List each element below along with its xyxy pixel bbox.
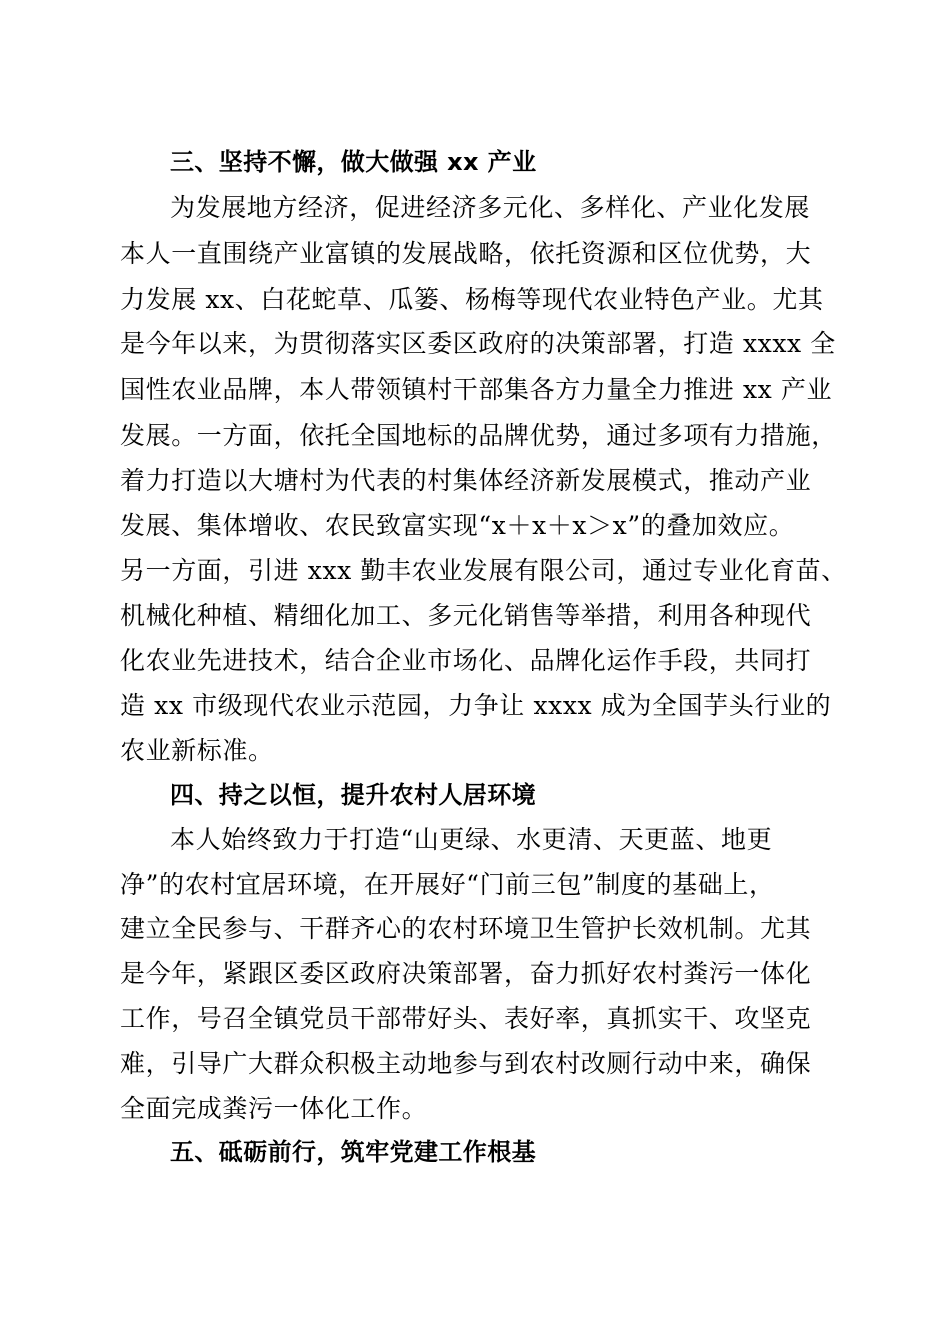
paragraph-line: 是今年以来，为贯彻落实区委区政府的决策部署，打造 xxxx 全 [120,329,836,358]
paragraph-line: 发展、集体增收、农民致富实现“x＋x＋x＞x”的叠加效应。 [120,511,795,540]
paragraph-line: 发展。一方面，依托全国地标的品牌优势，通过多项有力措施， [120,421,837,450]
paragraph-line: 农业新标准。 [120,736,274,765]
paragraph-line: 力发展 xx、白花蛇草、瓜篓、杨梅等现代农业特色产业。尤其 [120,285,824,314]
section-heading-5: 五、砥砺前行，筑牢党建工作根基 [170,1138,536,1166]
paragraph-line: 化农业先进技术，结合企业市场化、品牌化运作手段，共同打 [120,646,812,675]
paragraph-line: 工作，号召全镇党员干部带好头、表好率，真抓实干、攻坚克 [120,1004,812,1033]
paragraph-line: 为发展地方经济，促进经济多元化、多样化、产业化发展 [170,193,811,222]
paragraph-line: 着力打造以大塘村为代表的村集体经济新发展模式，推动产业 [120,466,812,495]
paragraph-line: 造 xx 市级现代农业示范园，力争让 xxxx 成为全国芋头行业的 [120,691,832,720]
paragraph-line: 机械化种植、精细化加工、多元化销售等举措，利用各种现代 [120,601,812,630]
paragraph-line: 建立全民参与、干群齐心的农村环境卫生管护长效机制。尤其 [120,914,812,943]
paragraph-line: 净”的农村宜居环境，在开展好“门前三包”制度的基础上， [120,870,775,899]
section-heading-3: 三、坚持不懈，做大做强 xx 产业 [170,148,537,176]
paragraph-line: 全面完成粪污一体化工作。 [120,1094,428,1123]
paragraph-line: 难，引导广大群众积极主动地参与到农村改厕行动中来，确保 [120,1049,812,1078]
paragraph-line: 本人一直围绕产业富镇的发展战略，依托资源和区位优势，大 [120,239,812,268]
paragraph-line: 另一方面，引进 xxx 勤丰农业发展有限公司，通过专业化育苗、 [120,556,847,585]
section-heading-4: 四、持之以恒，提升农村人居环境 [170,781,536,809]
paragraph-line: 是今年，紧跟区委区政府决策部署，奋力抓好农村粪污一体化 [120,959,812,988]
paragraph-line: 国性农业品牌，本人带领镇村干部集各方力量全力推进 xx 产业 [120,375,833,404]
paragraph-line: 本人始终致力于打造“山更绿、水更清、天更蓝、地更 [170,825,773,854]
